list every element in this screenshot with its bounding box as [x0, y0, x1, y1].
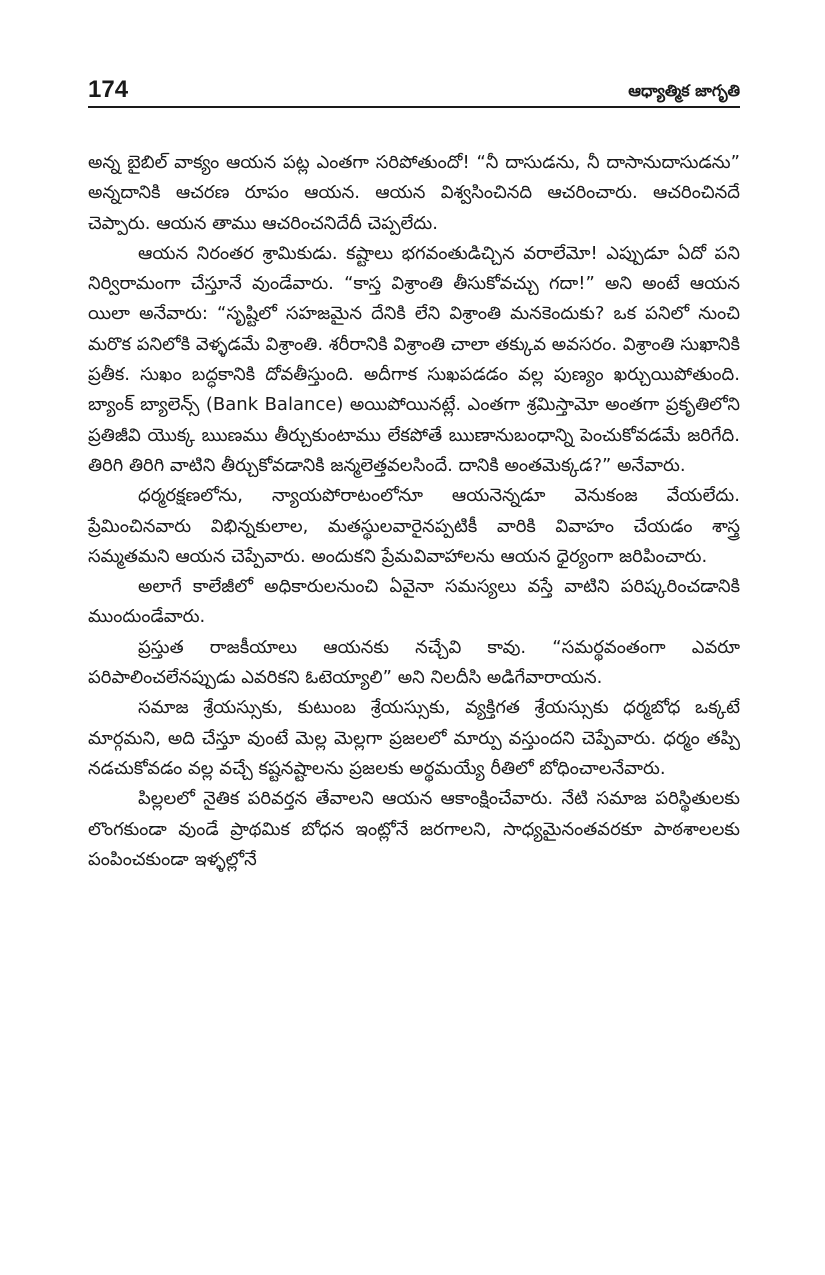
paragraph: సమాజ శ్రేయస్సుకు, కుటుంబ శ్రేయస్సుకు, వ్యక్తిగత శ్రేయస్సుకు ధర్మబోధ ఒక్కటే మార్గమని, అది చేస్తూ వుంటే మెల్ల మెల్లగా ప్రజలలో మార్పు వస్తుందని చెప్పేవారు. ధర్మం తప్పి నడచుకోవడం వల్ల వచ్చే కష్టనష్టాలను ప్రజలకు అర్థమయ్యే రీతిలో బోధించాలనేవారు. — [88, 697, 740, 779]
running-title: ఆధ్యాత్మిక జాగృతి — [628, 81, 740, 100]
paragraph: అన్న బైబిల్ వాక్యం ఆయన పట్ల ఎంతగా సరిపోతుందో! “నీ దాసుడను, నీ దాసానుదాసుడను” అన్నదానికి ఆచరణ రూపం ఆయన. ఆయన విశ్వసించినది ఆచరించారు. ఆచరించినదే చెప్పారు. ఆయన తాము ఆచరించనిదేదీ చెప్పలేదు. — [88, 152, 740, 234]
paragraph: అలాగే కాలేజీలో అధికారులనుంచి ఏవైనా సమస్యలు వస్తే వాటిని పరిష్కరించడానికి ముందుండేవారు. — [88, 576, 740, 628]
paragraph: ఆయన నిరంతర శ్రామికుడు. కష్టాలు భగవంతుడిచ్చిన వరాలేమో! ఎప్పుడూ ఏదో పని నిర్విరామంగా చేస్తూనే వుండేవారు. “కాస్త విశ్రాంతి తీసుకోవచ్చు గదా!” అని అంటే ఆయన యిలా అనేవారు: “సృష్టిలో సహజమైన దేనికి లేని విశ్రాంతి మనకెందుకు? ఒక పనిలో నుంచి మరొక పనిలోకి వెళ్ళడమే విశ్రాంతి. శరీరానికి విశ్రాంతి చాలా తక్కువ అవసరం. విశ్రాంతి సుఖానికి ప్రతీక. సుఖం బద్ధకానికి దోవతీస్తుంది. అదీగాక సుఖపడడం వల్ల పుణ్యం ఖర్చుయిపోతుంది. బ్యాంక్ బ్యాలెన్స్ (Bank Balance) అయిపోయినట్లే. ఎంతగా శ్రమిస్తామో అంతగా ప్రకృతిలోని ప్రతిజీవి యొక్క ఋణము తీర్చుకుంటాము లేకపోతే ఋణానుబంధాన్ని పెంచుకోవడమే జరిగేది. తిరిగి తిరిగి వాటిని తీర్చుకోవడానికి జన్మలెత్తవలసిందే. దానికి అంతమెక్కడ?” అనేవారు. — [88, 242, 741, 476]
paragraph: ప్రస్తుత రాజకీయాలు ఆయనకు నచ్చేవి కావు. “సమర్థవంతంగా ఎవరూ పరిపాలించలేనప్పుడు ఎవరికని ఓటెయ్యాలి” అని నిలదీసి అడిగేవారాయన. — [88, 636, 740, 689]
paragraph: ధర్మరక్షణలోను, న్యాయపోరాటంలోనూ ఆయనెన్నడూ వెనుకంజ వేయలేదు. ప్రేమించినవారు విభిన్నకులాల, మతస్థులవారైనప్పటికీ వారికి వివాహం చేయడం శాస్త్ర సమ్మతమని ఆయన చెప్పేవారు. అందుకని ప్రేమవివాహాలను ఆయన ధైర్యంగా జరిపించారు. — [88, 485, 740, 567]
paragraph: పిల్లలలో నైతిక పరివర్తన తేవాలని ఆయన ఆకాంక్షించేవారు. నేటి సమాజ పరిస్థితులకు లొంగకుండా వుండే ప్రాథమిక బోధన ఇంట్లోనే జరగాలని, సాధ్యమైనంతవరకూ పాఠశాలలకు పంపించకుండా ఇళ్ళల్లోనే — [88, 788, 740, 870]
page-header — [88, 74, 740, 106]
header-rule — [88, 106, 740, 108]
body-text — [88, 148, 740, 875]
page-number: 174 — [88, 76, 129, 103]
